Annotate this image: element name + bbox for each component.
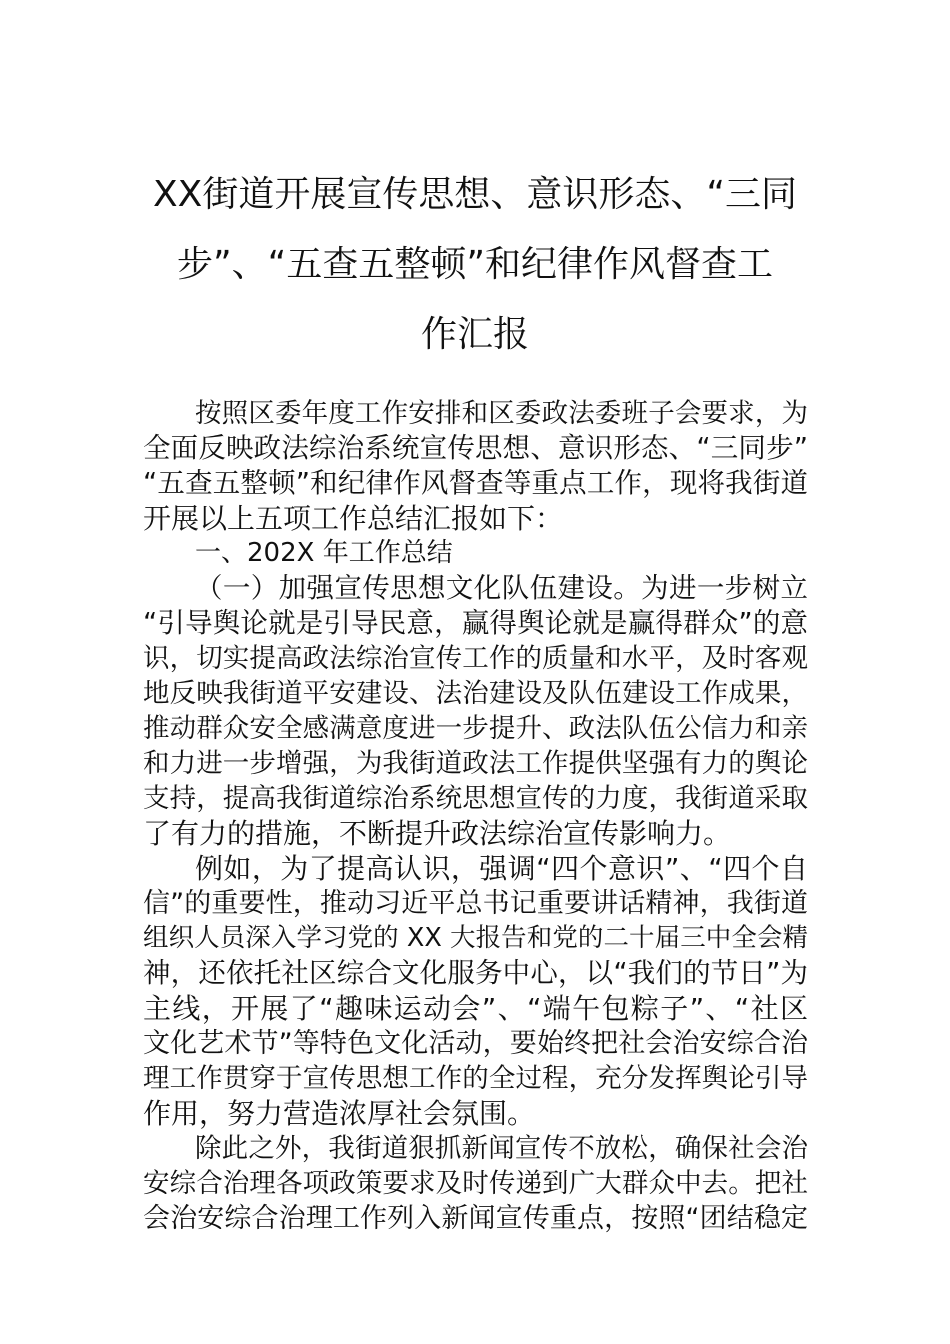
text-line: 组织人员深入学习党的 XX 大报告和党的二十届三中全会精 bbox=[143, 923, 808, 953]
title-line-1: XX街道开展宣传思想、意识形态、“三同 bbox=[153, 174, 797, 215]
text-line: 除此之外，我街道狠抓新闻宣传不放松，确保社会治 bbox=[195, 1133, 808, 1164]
document-body bbox=[143, 396, 808, 1236]
title-line-2: 步”、“五查五整顿”和纪律作风督查工 bbox=[177, 244, 773, 285]
text-line: 会治安综合治理工作列入新闻宣传重点，按照“团结稳定 bbox=[143, 1203, 808, 1234]
text-line: 文化艺术节”等特色文化活动，要始终把社会治安综合治 bbox=[143, 1028, 808, 1059]
text-line: 开展以上五项工作总结汇报如下： bbox=[143, 502, 564, 535]
text-line: 神，还依托社区综合文化服务中心，以“我们的节日”为 bbox=[143, 957, 808, 989]
title-line-3: 作汇报 bbox=[420, 314, 529, 355]
text-line: 安综合治理各项政策要求及时传递到广大群众中去。把社 bbox=[143, 1168, 808, 1199]
text-line: “五查五整顿”和纪律作风督查等重点工作，现将我街道 bbox=[143, 467, 808, 499]
text-line: “引导舆论就是引导民意，赢得舆论就是赢得群众”的意 bbox=[143, 607, 808, 639]
section-heading bbox=[143, 536, 808, 571]
text-line: （一）加强宣传思想文化队伍建设。为进一步树立 bbox=[195, 572, 808, 604]
text-line: 全面反映政法综治系统宣传思想、意识形态、“三同步” bbox=[143, 432, 808, 464]
text-line: 识，切实提高政法综治宣传工作的质量和水平，及时客观 bbox=[143, 643, 808, 674]
paragraph-news bbox=[143, 1131, 808, 1236]
text-line: 地反映我街道平安建设、法治建设及队伍建设工作成果， bbox=[143, 678, 808, 709]
document-title bbox=[140, 160, 810, 370]
text-line: 按照区委年度工作安排和区委政法委班子会要求，为 bbox=[195, 398, 808, 429]
text-line: 了有力的措施，不断提升政法综治宣传影响力。 bbox=[143, 817, 732, 850]
text-line: 信”的重要性，推动习近平总书记重要讲话精神，我街道 bbox=[143, 888, 808, 919]
text-line: 理工作贯穿于宣传思想工作的全过程，充分发挥舆论引导 bbox=[143, 1063, 808, 1094]
text-line: 支持，提高我街道综治系统思想宣传的力度，我街道采取 bbox=[143, 783, 808, 814]
text-line: 和力进一步增强，为我街道政法工作提供坚强有力的舆论 bbox=[143, 748, 808, 779]
paragraph-example bbox=[143, 851, 808, 1131]
text-line: 作用，努力营造浓厚社会氛围。 bbox=[143, 1097, 536, 1130]
text-line: 例如，为了提高认识，强调“四个意识”、“四个自 bbox=[195, 852, 808, 885]
text-line: 推动群众安全感满意度进一步提升、政法队伍公信力和亲 bbox=[143, 713, 808, 744]
text-line: 主线，开展了“趣味运动会”、“端午包粽子”、“社区 bbox=[143, 992, 808, 1025]
paragraph-intro bbox=[143, 396, 808, 536]
paragraph-team-building bbox=[143, 571, 808, 851]
heading-text: 一、202X 年工作总结 bbox=[195, 538, 453, 568]
